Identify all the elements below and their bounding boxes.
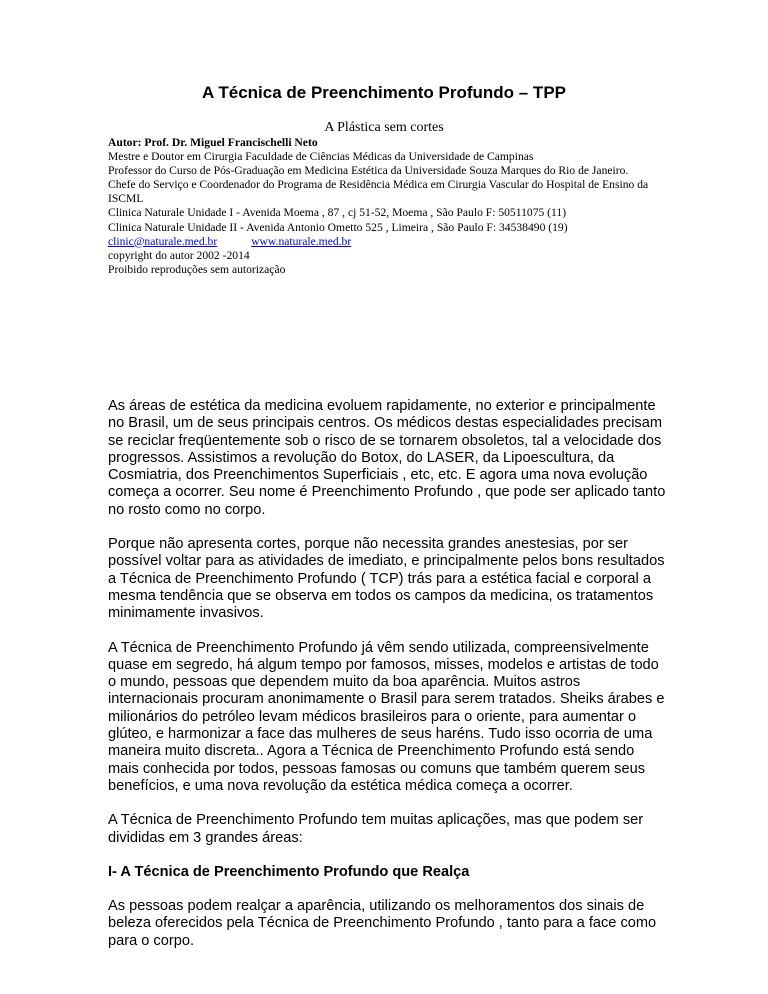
body-paragraph: Porque não apresenta cortes, porque não necessita grandes anestesias, por ser possível voltar para as atividades de imediato, e principalmente pelos bons resultados a Técnica de Preenchimento Profundo ( TCP) trás para a estética facial e corporal a mesma tendência que se observa em todos os campos da medicina, os tratamentos minimamente invasivos.: [108, 536, 665, 622]
body-paragraph: A Técnica de Preenchimento Profundo tem muitas aplicações, mas que podem ser divididas em 3 grandes áreas:: [108, 812, 644, 846]
copyright-notice: copyright do autor 2002 -2014: [108, 248, 250, 262]
rights-notice: Proibido reproduções sem autorização: [108, 262, 286, 276]
document-subtitle: A Plástica sem cortes: [324, 120, 444, 135]
clinic-address: Clinica Naturale Unidade II - Avenida Antonio Ometto 525 , Limeira , São Paulo F: 34538490 (19): [108, 220, 568, 234]
section-heading: I- A Técnica de Preenchimento Profundo que Realça: [108, 863, 470, 880]
body-paragraph: A Técnica de Preenchimento Profundo já vêm sendo utilizada, compreensivelmente quase em segredo, há algum tempo por famosos, misses, modelos e artistas de todo o mundo, pessoas que dependem muito da boa aparência. Muitos astros internacionais procuram anonimamente o Brasil para serem tratados. Sheiks árabes e milionários do petróleo levam médicos brasileiros para o oriente, para aumentar o glúteo, e harmonizar a face das mulheres de seus haréns. Tudo isso ocorria de uma maneira muito discreta.. Agora a Técnica de Preenchimento Profundo está sendo mais conhecida por todos, pessoas famosas ou comuns que também querem seus benefícios, e uma nova revolução da estética médica começa a ocorrer.: [108, 639, 665, 794]
clinic-address: Clinica Naturale Unidade I - Avenida Moema , 87 , cj 51-52, Moema , São Paulo F: 50511075 (11): [108, 206, 567, 220]
contact-links: [108, 235, 678, 249]
body-paragraph: As áreas de estética da medicina evoluem rapidamente, no exterior e principalmente no Brasil, um de seus principais centros. Os médicos destas especialidades precisam se reciclar freqüentemente sob o risco de se tornarem obsoletos, tal a velocidade dos progressos. Assistimos a revolução do Botox, do LASER, da Lipoescultura, da Cosmiatria, dos Preenchimentos Superficiais , etc, etc. E agora uma nova evolução começa a ocorrer. Seu nome é Preenchimento Profundo , que pode ser aplicado tanto no rosto como no corpo.: [108, 398, 666, 518]
document-title: A Técnica de Preenchimento Profundo – TPP: [202, 83, 566, 102]
document-body: [108, 398, 668, 967]
author-name: Autor: Prof. Dr. Miguel Francischelli Neto: [108, 136, 318, 149]
author-credential: Mestre e Doutor em Cirurgia Faculdade de Ciências Médicas da Universidade de Campinas: [108, 150, 534, 164]
author-block: [108, 136, 678, 277]
body-paragraph: As pessoas podem realçar a aparência, utilizando os melhoramentos dos sinais de beleza oferecidos pela Técnica de Preenchimento Profundo , tanto para a face como para o corpo.: [108, 898, 657, 949]
author-credential: Chefe do Serviço e Coordenador do Programa de Residência Médica em Cirurgia Vascular do Hospital de Ensino da ISCML: [108, 178, 649, 206]
website-link[interactable]: www.naturale.med.br: [251, 234, 352, 248]
author-credential: Professor do Curso de Pós-Graduação em Medicina Estética da Universidade Souza Marques do Rio de Janeiro.: [108, 164, 629, 178]
email-link[interactable]: clinic@naturale.med.br: [108, 234, 218, 248]
